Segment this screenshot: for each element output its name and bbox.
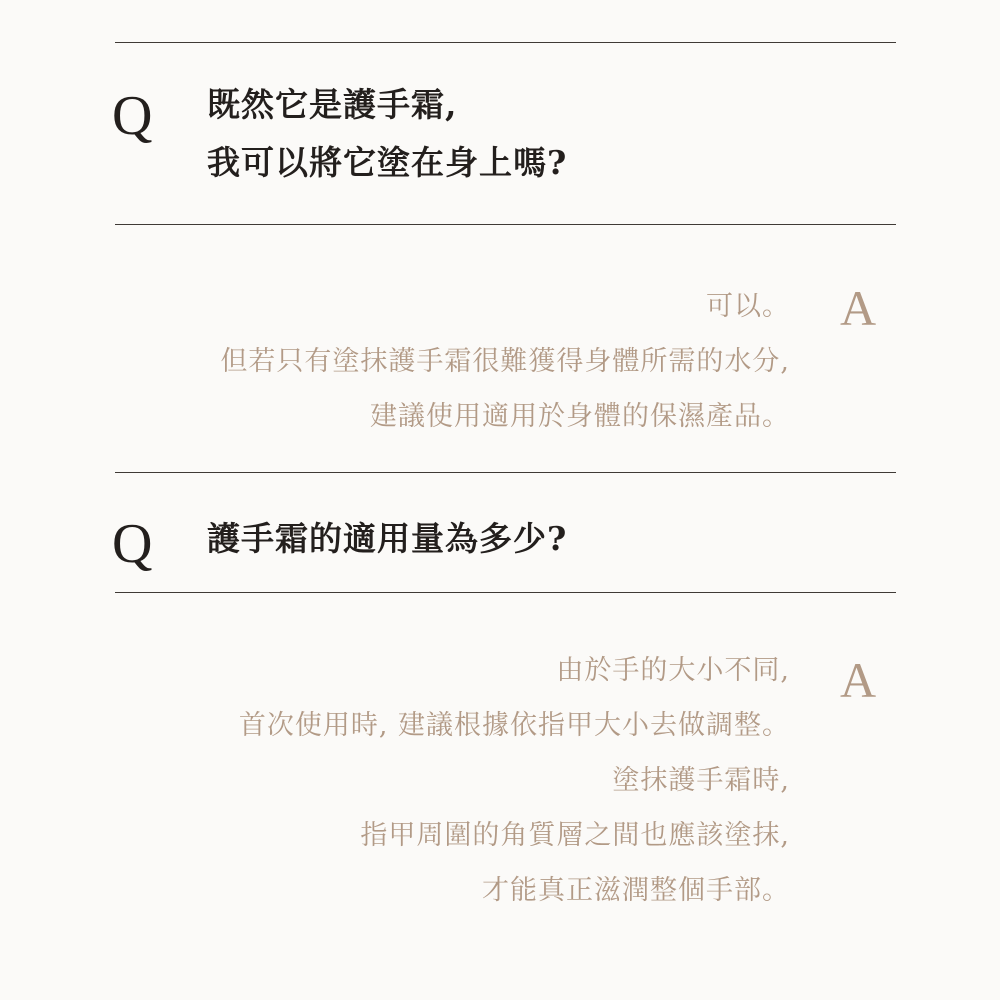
question-1: [207, 76, 567, 192]
answer-2-line-4: 指甲周圍的角質層之間也應該塗抹,: [360, 820, 790, 851]
answer-2-line-3: 塗抹護手霜時,: [612, 765, 790, 796]
divider-top-1: [115, 42, 896, 43]
answer-2-line-5: 才能真正滋潤整個手部。: [482, 875, 790, 906]
divider-top-2: [115, 472, 896, 473]
answer-1-line-3: 建議使用適用於身體的保濕產品。: [370, 401, 790, 432]
answer-1: [220, 279, 790, 444]
answer-1-line-2: 但若只有塗抹護手霜很難獲得身體所需的水分,: [220, 346, 790, 377]
answer-marker: A: [840, 280, 877, 336]
question-2-line-1: 護手霜的適用量為多少?: [207, 519, 568, 558]
divider-bottom-1: [115, 224, 896, 225]
question-1-line-2: 我可以將它塗在身上嗎?: [207, 143, 568, 182]
question-marker: Q: [112, 85, 153, 147]
answer-2-line-2: 首次使用時, 建議根據依指甲大小去做調整。: [238, 710, 790, 741]
question-2: [207, 510, 567, 568]
question-marker: Q: [112, 513, 153, 575]
answer-marker: A: [840, 652, 877, 708]
answer-1-line-1: 可以。: [706, 291, 790, 322]
question-1-line-1: 既然它是護手霜,: [207, 85, 458, 124]
divider-bottom-2: [115, 592, 896, 593]
answer-2-line-1: 由於手的大小不同,: [556, 655, 790, 686]
answer-2: [239, 643, 790, 918]
